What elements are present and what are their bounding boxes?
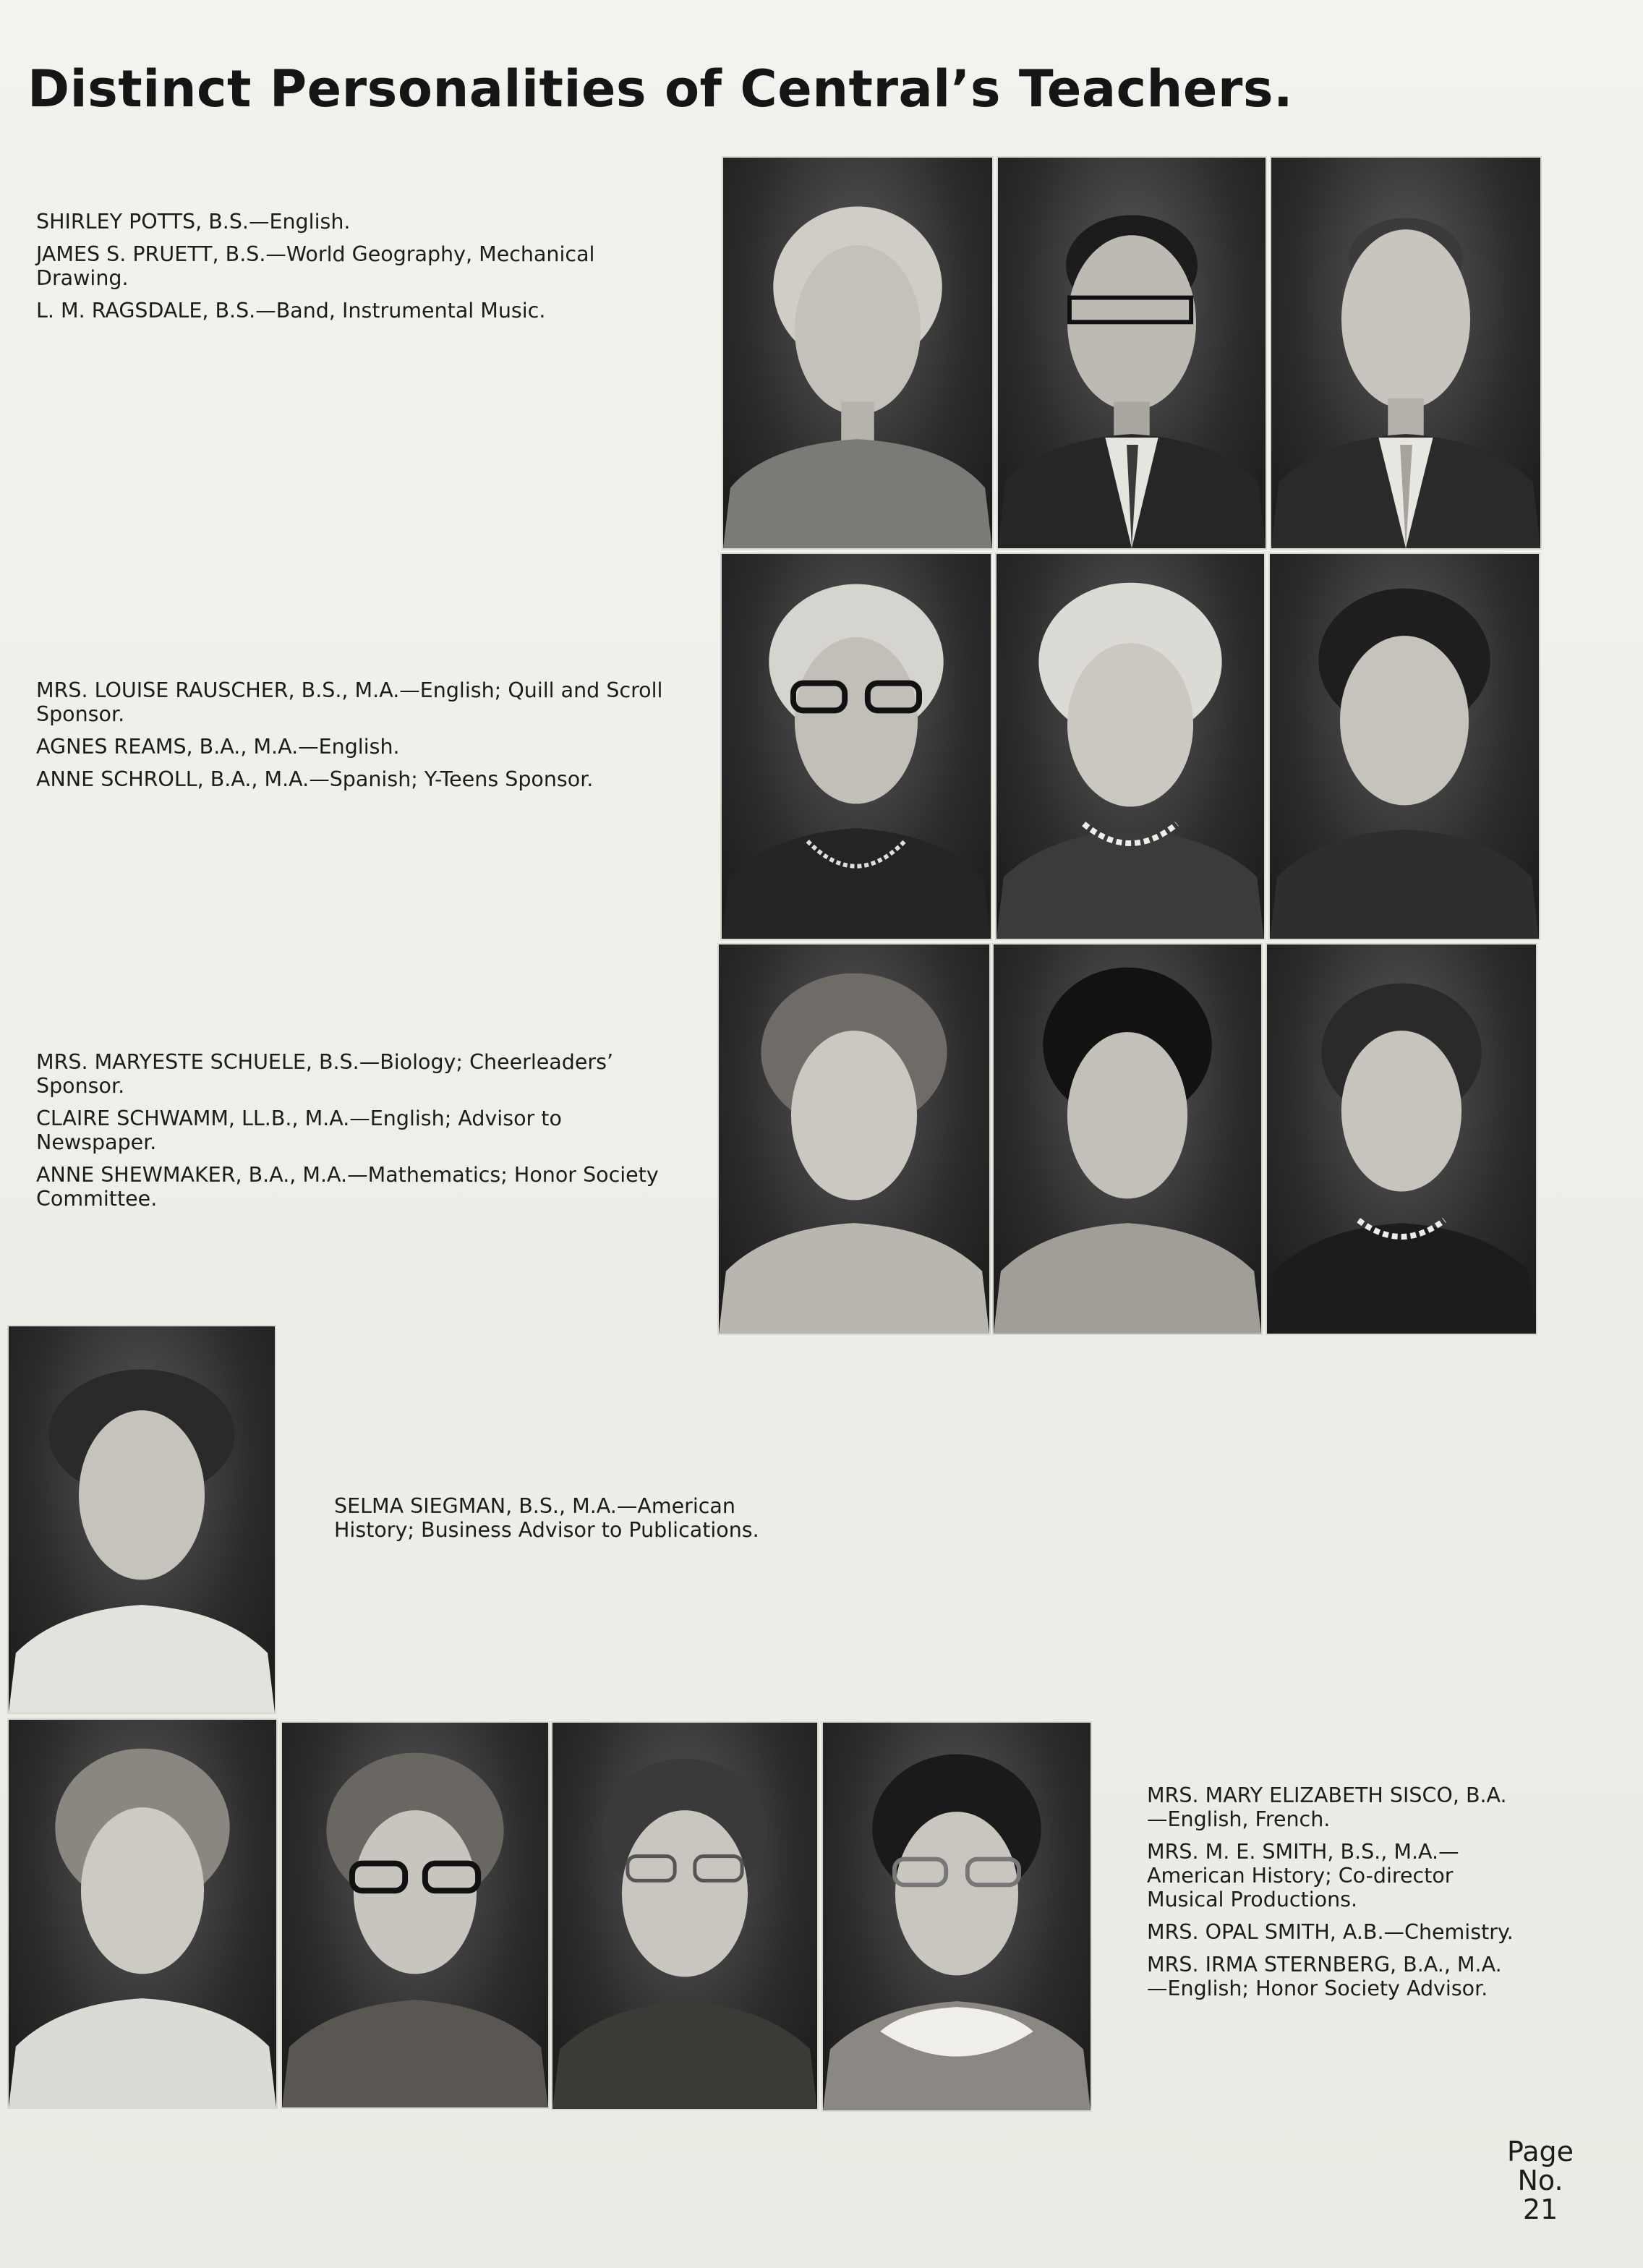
caption-entry: MRS. MARY ELIZABETH SISCO, B.A. —English, French. (1147, 1783, 1507, 1831)
caption-group-2 (36, 678, 673, 800)
portrait-photo (1268, 553, 1540, 940)
page-title: Distinct Personalities of Central’s Teachers. (27, 59, 1294, 119)
caption-entry: JAMES S. PRUETT, B.S.—World Geography, Mechanical Drawing. (36, 242, 595, 290)
caption-entry: L. M. RAGSDALE, B.S.—Band, Instrumental Music. (36, 299, 546, 323)
caption-group-4 (334, 1494, 797, 1551)
caption-entry: ANNE SCHROLL, B.A., M.A.—Spanish; Y-Teens Sponsor. (36, 767, 594, 791)
portrait-photo (7, 1718, 278, 2109)
page-number (1497, 2137, 1584, 2224)
caption-entry: SELMA SIEGMAN, B.S., M.A.—American History; Business Advisor to Publications. (334, 1494, 759, 1542)
caption-entry: MRS. IRMA STERNBERG, B.A., M.A. —English; Honor Society Advisor. (1147, 1953, 1502, 2000)
portrait-photo (281, 1721, 550, 2109)
portrait-photo (997, 156, 1267, 550)
caption-entry: MRS. OPAL SMITH, A.B.—Chemistry. (1147, 1920, 1514, 1944)
caption-entry: CLAIRE SCHWAMM, LL.B., M.A.—English; Advisor to Newspaper. (36, 1107, 562, 1154)
portrait-photo (822, 1721, 1092, 2112)
portrait-photo (7, 1325, 276, 1714)
caption-entry: MRS. MARYESTE SCHUELE, B.S.—Biology; Cheerleaders’ Sponsor. (36, 1050, 613, 1098)
number-label: No. (1517, 2165, 1563, 2196)
portrait-photo (551, 1721, 819, 2110)
caption-group-1 (36, 210, 673, 331)
portrait-photo (992, 943, 1263, 1335)
caption-entry: MRS. LOUISE RAUSCHER, B.S., M.A.—English; Quill and Scroll Sponsor. (36, 678, 663, 726)
caption-entry: ANNE SHEWMAKER, B.A., M.A.—Mathematics; Honor Society Committee. (36, 1163, 659, 1211)
caption-entry: MRS. M. E. SMITH, B.S., M.A.— American History; Co-director Musical Productions. (1147, 1840, 1459, 1911)
portrait-photo (722, 156, 994, 550)
caption-group-5 (1147, 1783, 1516, 2009)
caption-entry: SHIRLEY POTTS, B.S.—English. (36, 210, 351, 234)
portrait-photo (720, 553, 992, 940)
page-number-value: 21 (1522, 2194, 1558, 2225)
caption-entry: AGNES REAMS, B.A., M.A.—English. (36, 735, 400, 759)
portrait-photo (1270, 156, 1542, 550)
portrait-photo (995, 553, 1266, 940)
page-label: Page (1507, 2136, 1574, 2167)
portrait-photo (1266, 943, 1537, 1335)
portrait-photo (717, 943, 991, 1335)
caption-group-3 (36, 1050, 673, 1219)
